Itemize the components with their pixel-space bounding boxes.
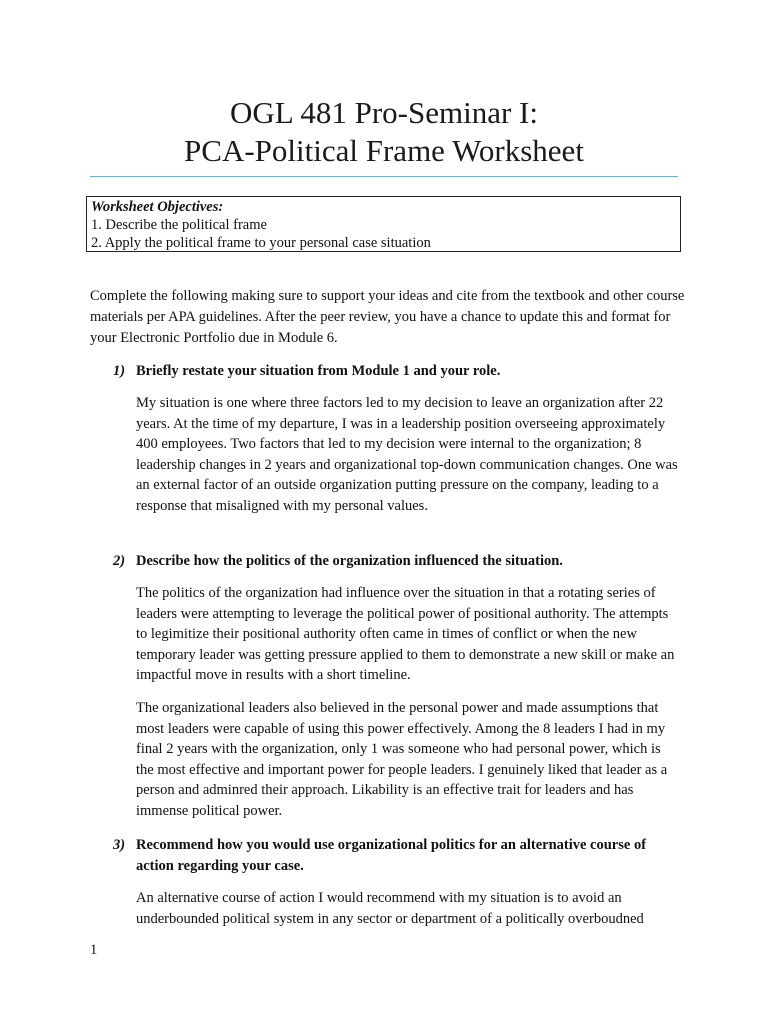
objective-item: 1. Describe the political frame	[91, 217, 267, 233]
objective-item: 2. Apply the political frame to your personal case situation	[91, 235, 431, 251]
answer-paragraph: The politics of the organization had influence over the situation in that a rotating series of leaders were attempting to leverage the political power of positional authority. The attempts to legimitize their positional authority often came in times of conflict or when the new temporary leader was getting pressure applied to them to demonstrate a new skill or make an impactful move in results with a short timeline.	[136, 585, 675, 683]
question-number: 2)	[113, 553, 126, 569]
page-title	[90, 94, 678, 170]
objectives-heading: Worksheet Objectives:	[91, 199, 224, 215]
question-number: 1)	[113, 363, 126, 379]
question-3	[113, 835, 683, 877]
question-1	[113, 361, 683, 382]
title-divider	[90, 176, 678, 177]
question-text: Briefly restate your situation from Module 1 and your role.	[136, 363, 501, 379]
answer-paragraph: An alternative course of action I would recommend with my situation is to avoid an underbounded political system in any sector or department of a politically overboudned	[136, 890, 644, 927]
objectives-box	[86, 196, 681, 252]
title-line-1: OGL 481 Pro-Seminar I:	[230, 95, 538, 130]
page-number: 1	[90, 942, 98, 958]
question-text: Recommend how you would use organizational politics for an alternative course of action regarding your case.	[136, 837, 647, 874]
question-text: Describe how the politics of the organization influenced the situation.	[136, 553, 563, 569]
answer-paragraph: The organizational leaders also believed in the personal power and made assumptions that most leaders were capable of using this power effectively. Among the 8 leaders I had in my final 2 years with the organization, only 1 was someone who had personal power, which is the most effective and important power for people leaders. I genuinely liked that leader as a person and adminred their approach. Likability is an effective trait for leaders and has immense political power.	[136, 700, 668, 819]
title-line-2: PCA-Political Frame Worksheet	[184, 133, 584, 168]
answer-paragraph: My situation is one where three factors led to my decision to leave an organization after 22 years. At the time of my departure, I was in a leadership position overseeing approximately 400 employees. Two factors that led to my decision were internal to the organization; 8 leadership changes in 2 years and organizational top-down communication changes. One was an external factor of an outside organization putting pressure on the company, leading to a response that misaligned with my personal values.	[136, 395, 678, 514]
question-2	[113, 551, 683, 572]
question-number: 3)	[113, 837, 126, 853]
intro-paragraph: Complete the following making sure to support your ideas and cite from the textbook and other course materials per APA guidelines. After the peer review, you have a chance to update this and format for your Electronic Portfolio due in Module 6.	[90, 288, 685, 346]
